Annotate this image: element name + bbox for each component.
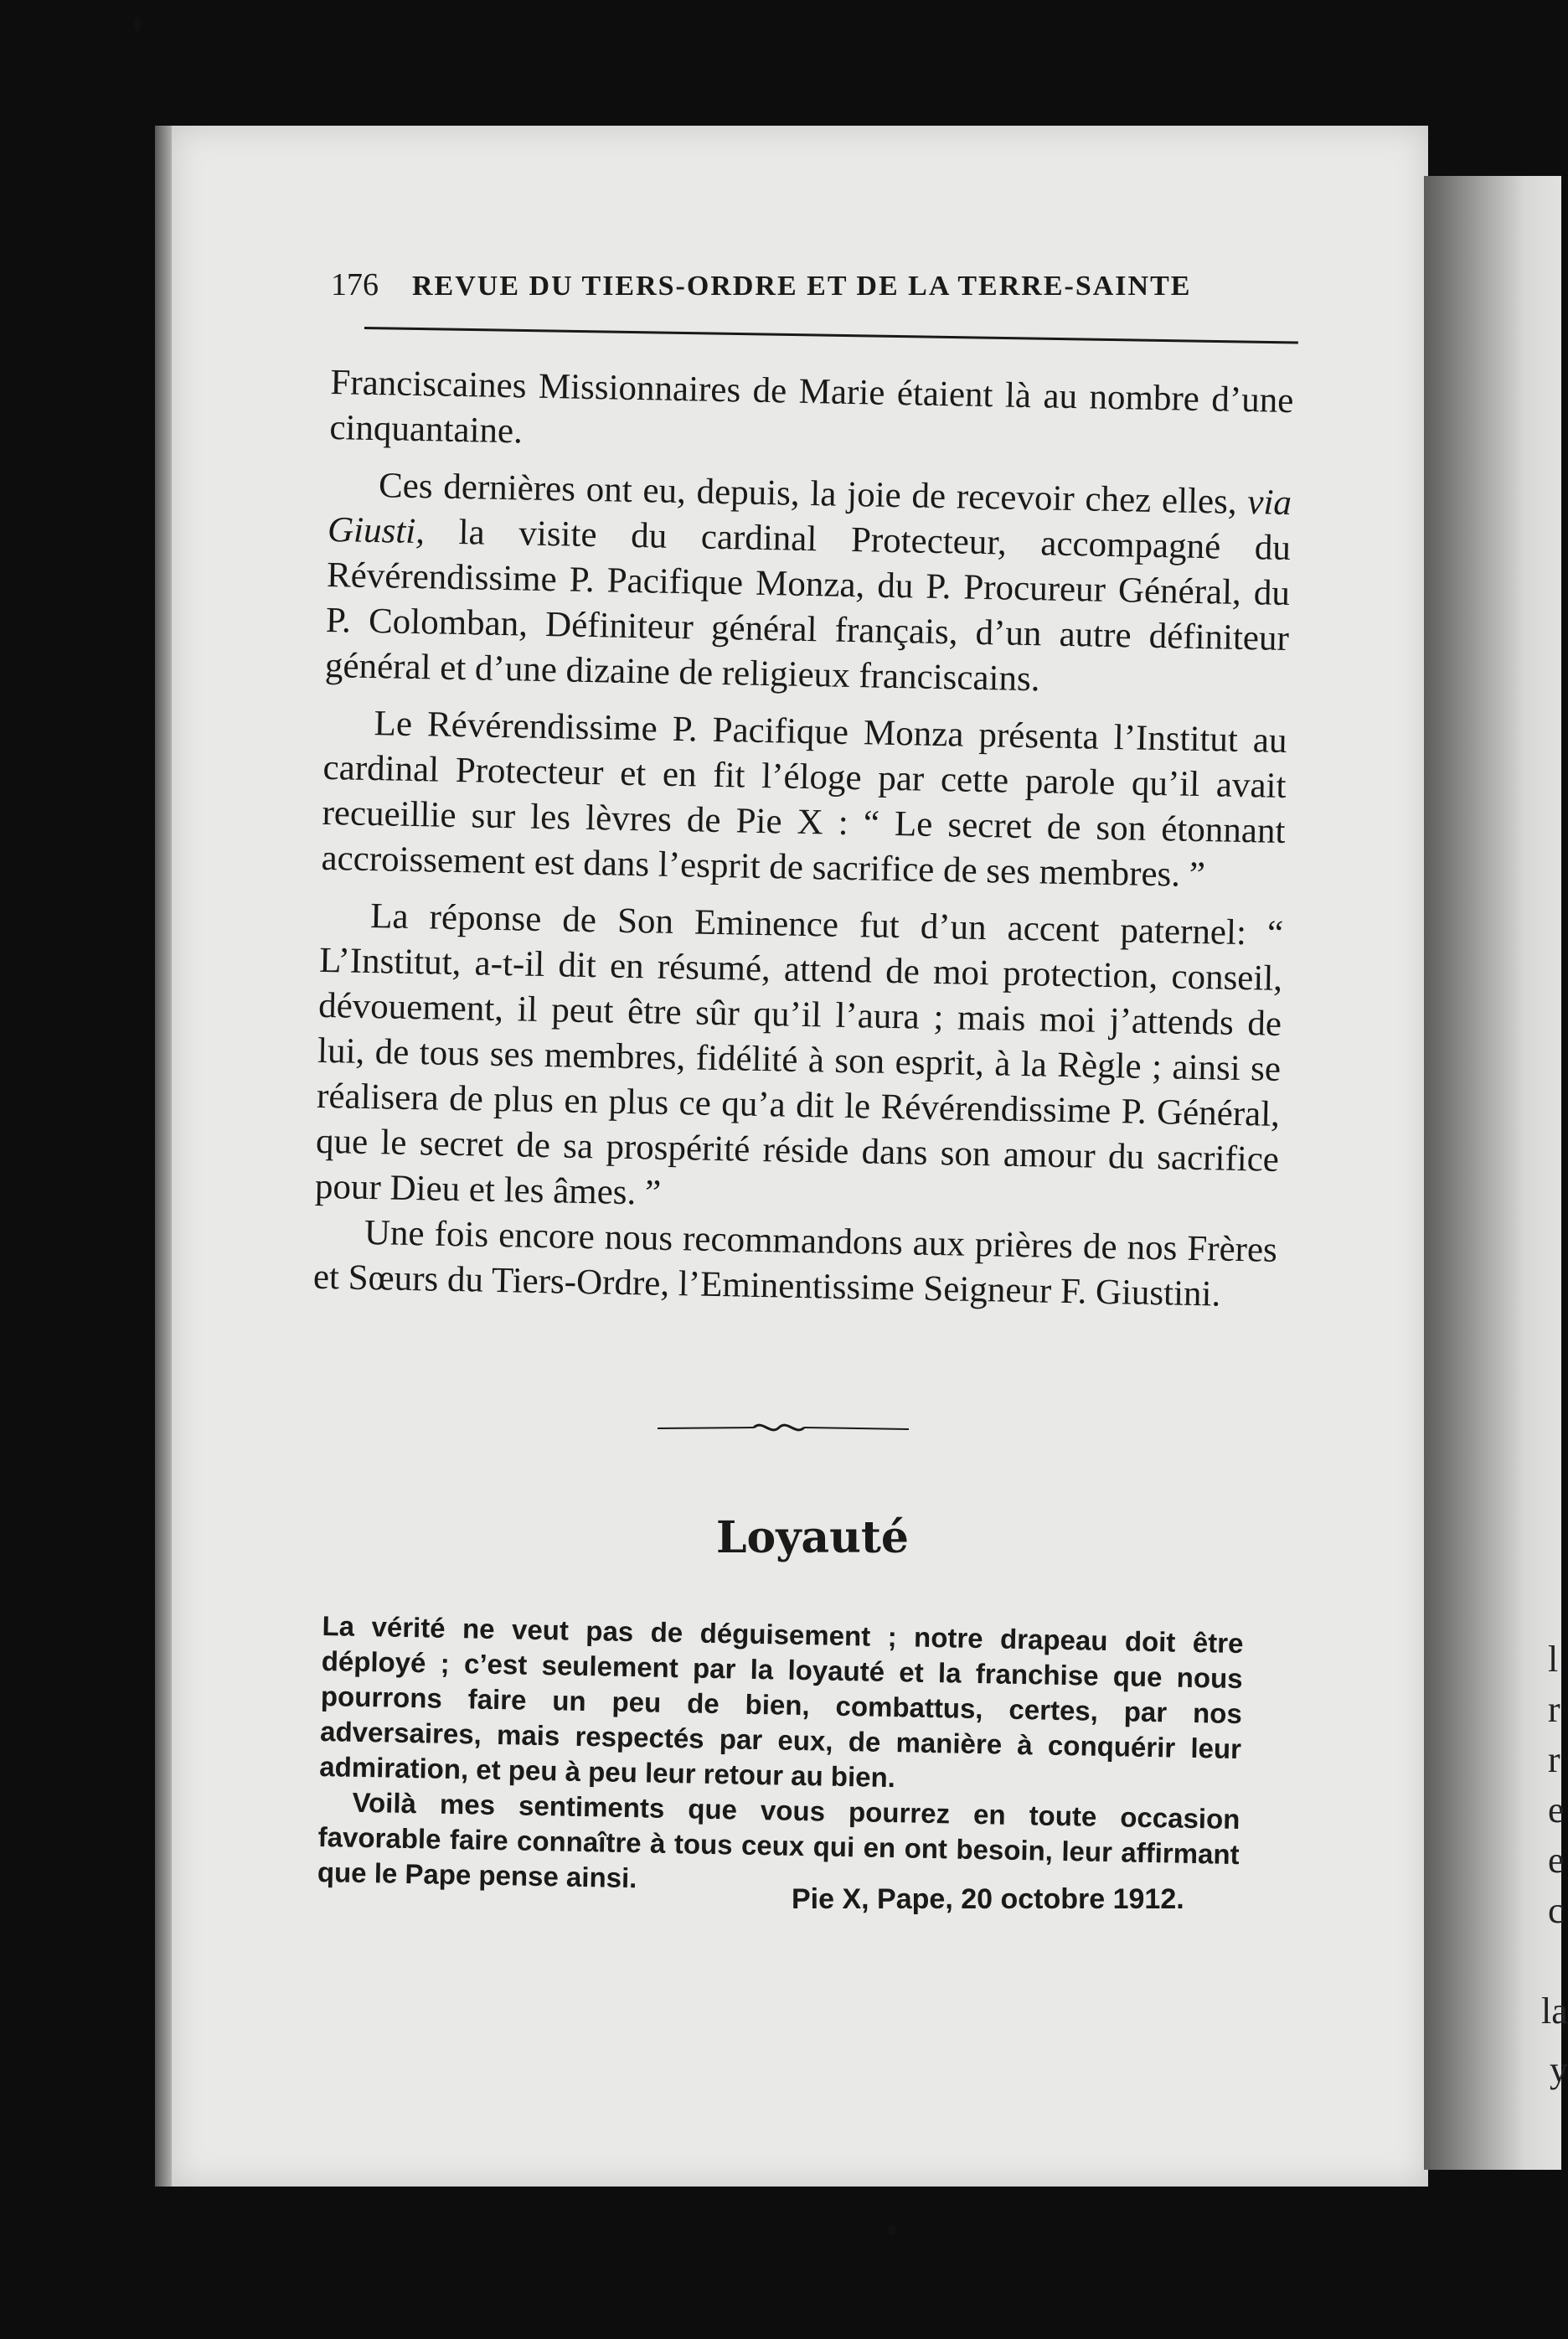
section-title: Loyauté (715, 1512, 910, 1563)
paragraph: Le Révérendissime P. Pacifique Monza présenta l’Institut au cardinal Protecteur et en fit l’éloge par cette parole qu’il avait recueillie sur les lèvres de Pie X : “ Le secret de son étonnant accroissement est dans l’esprit de sacrifice de ses membres. ” (321, 704, 1287, 896)
paragraph: Ces dernières ont eu, depuis, la joie de recevoir chez elles, via Giusti, la visite du cardinal Protecteur, accompagné du Révérendissime P. Pacifique Monza, du P. Procureur Général, du P. Colomban, Définiteur général français, d’un autre définiteur général et d’une dizaine de religieux franciscains. (324, 466, 1292, 700)
film-speck (888, 2224, 896, 2236)
facing-page-edge (1424, 176, 1568, 2170)
running-header (331, 266, 1294, 303)
facing-page-fragment: c (1548, 1890, 1565, 1931)
paragraph: Une fois encore nous recommandons aux prières de nos Frères et Sœurs du Tiers-Ordre, l’Eminentissime Seigneur F. Giustini. (312, 1212, 1278, 1314)
facing-page-fragment: r (1548, 1739, 1560, 1780)
italic-place-name: via Giusti, (327, 483, 1292, 552)
facing-page-fragment: e (1548, 1840, 1565, 1881)
film-speck (134, 17, 141, 32)
page-number: 176 (331, 267, 379, 302)
quote-paragraph: La vérité ne veut pas de déguisement ; notre drapeau doit être déployé ; c’est seulement par la loyauté et la franchise que nous pourrons faire un peu de bien, combattus, certes, par nos adversaires, mais respectés par eux, de manière à conquérir leur admiration, et peu à peu leur retour au bien. (319, 1609, 1244, 1794)
facing-page-fragment: e (1548, 1789, 1565, 1830)
papal-quote (317, 1608, 1244, 1908)
quote-signature: Pie X, Pape, 20 octobre 1912. (792, 1883, 1184, 1915)
paragraph: La réponse de Son Eminence fut d’un accent paternel: “ L’Institut, a-t-il dit en résumé, attend de moi protection, conseil, dévouement, il peut être sûr qu’il l’aura ; mais moi j’attends de lui, de tous ses membres, fidélité à son esprit, à la Règle ; ainsi se réalisera de plus en plus ce qu’a dit le Révérendissime P. Général, que le secret de sa prospérité réside dans son amour du sacrifice pour Dieu et les âmes. ” (314, 896, 1284, 1213)
paragraph: Franciscaines Missionnaires de Marie étaient là au nombre d’une cinquantaine. (329, 362, 1294, 452)
section-ornament (658, 1416, 909, 1441)
running-title: REVUE DU TIERS-ORDRE ET DE LA TERRE-SAINTE (412, 271, 1192, 302)
facing-page-fragment: l (1548, 1639, 1559, 1680)
facing-page-fragment: r (1548, 1689, 1560, 1730)
facing-page-fragment: la (1541, 1990, 1568, 2032)
facing-page-fragment: y (1550, 2049, 1568, 2090)
article-body (312, 360, 1293, 1319)
quote-paragraph: Voilà mes sentiments que vous pourrez en toute occasion favorable faire connaître à tous ceux qui en ont besoin, leur affirmant que le Pape pense ainsi. (317, 1786, 1240, 1894)
